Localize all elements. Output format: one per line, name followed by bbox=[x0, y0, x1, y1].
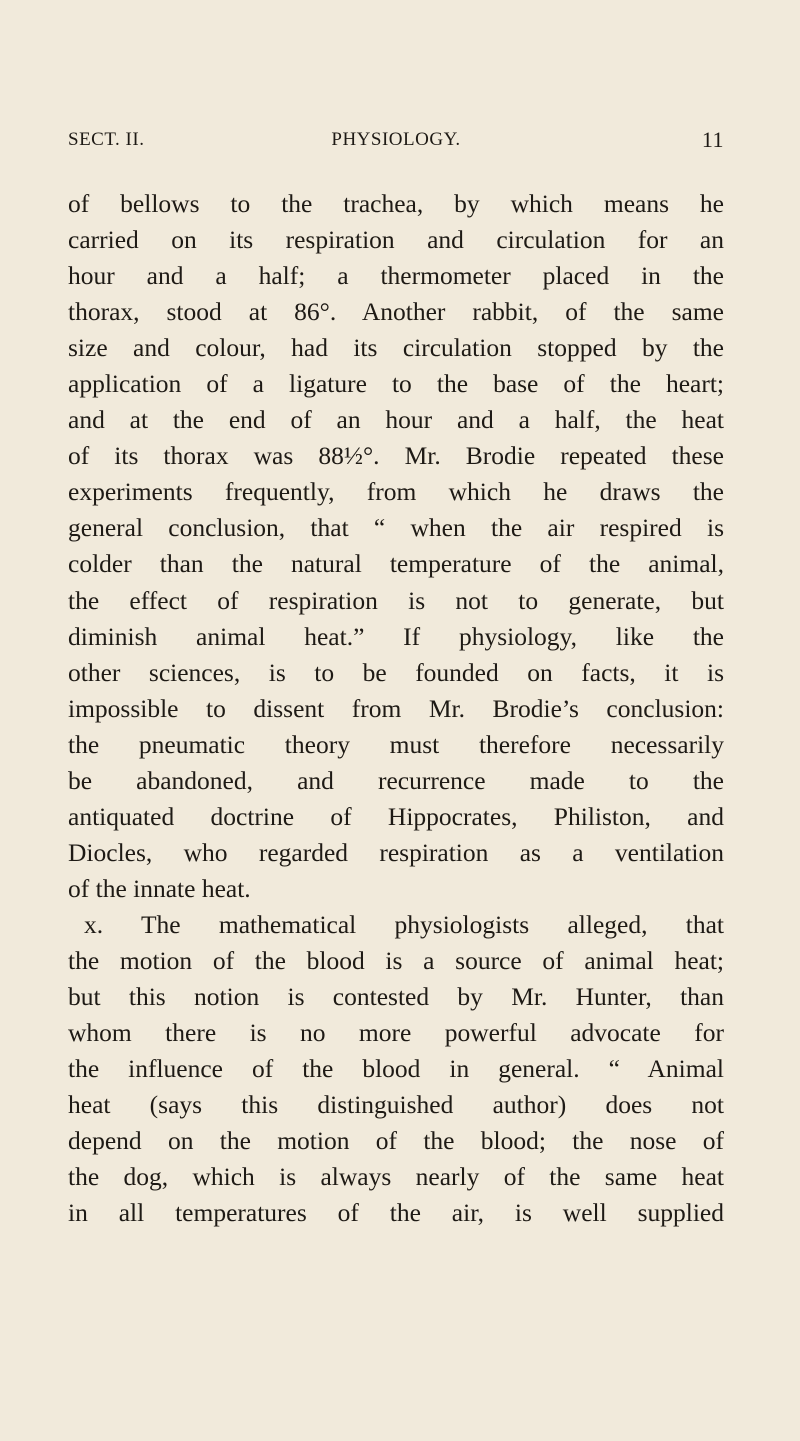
running-head bbox=[68, 128, 724, 152]
text-line: general conclusion, that “ when the air respired is bbox=[68, 513, 724, 543]
text-line: the effect of respiration is not to generate, but bbox=[68, 585, 724, 615]
text-line: application of a ligature to the base of the heart; bbox=[68, 369, 724, 399]
body-text bbox=[68, 186, 724, 1231]
text-line: the motion of the blood is a source of animal heat; bbox=[68, 945, 724, 975]
text-line: the influence of the blood in general. “ Animal bbox=[68, 1054, 724, 1084]
text-line-paragraph-end: of the innate heat. bbox=[68, 873, 251, 903]
running-title: PHYSIOLOGY. bbox=[331, 129, 461, 150]
text-line: depend on the motion of the blood; the nose of bbox=[68, 1126, 724, 1156]
text-line: size and colour, had its circulation stopped by the bbox=[68, 333, 724, 363]
text-line: and at the end of an hour and a half, the heat bbox=[68, 405, 724, 435]
text-line: thorax, stood at 86°. Another rabbit, of the same bbox=[68, 297, 724, 327]
text-line: carried on its respiration and circulation for an bbox=[68, 225, 724, 255]
text-line: impossible to dissent from Mr. Brodie’s conclusion: bbox=[68, 693, 724, 723]
text-line: of bellows to the trachea, by which means he bbox=[68, 189, 724, 218]
text-line: colder than the natural temperature of the animal, bbox=[68, 549, 724, 579]
text-line: diminish animal heat.” If physiology, like the bbox=[68, 621, 724, 651]
text-line: in all temperatures of the air, is well supplied bbox=[68, 1198, 724, 1228]
text-line-paragraph-start: x. The mathematical physiologists alleged, that bbox=[84, 909, 724, 939]
text-line: other sciences, is to be founded on facts, it is bbox=[68, 657, 724, 687]
text-line: of its thorax was 88½°. Mr. Brodie repeated these bbox=[68, 441, 724, 471]
text-line: but this notion is contested by Mr. Hunter, than bbox=[68, 982, 724, 1012]
text-line: the pneumatic theory must therefore necessarily bbox=[68, 729, 724, 759]
section-label: SECT. II. bbox=[68, 129, 145, 150]
text-line: experiments frequently, from which he draws the bbox=[68, 477, 724, 507]
page-number: 11 bbox=[701, 127, 724, 152]
text-line: hour and a half; a thermometer placed in the bbox=[68, 261, 724, 291]
text-line: be abandoned, and recurrence made to the bbox=[68, 765, 724, 795]
text-line: whom there is no more powerful advocate for bbox=[68, 1018, 724, 1048]
text-line: the dog, which is always nearly of the same heat bbox=[68, 1162, 724, 1192]
text-line: Diocles, who regarded respiration as a ventilation bbox=[68, 837, 724, 867]
text-line: antiquated doctrine of Hippocrates, Philiston, and bbox=[68, 801, 724, 831]
text-line: heat (says this distinguished author) does not bbox=[68, 1090, 724, 1120]
